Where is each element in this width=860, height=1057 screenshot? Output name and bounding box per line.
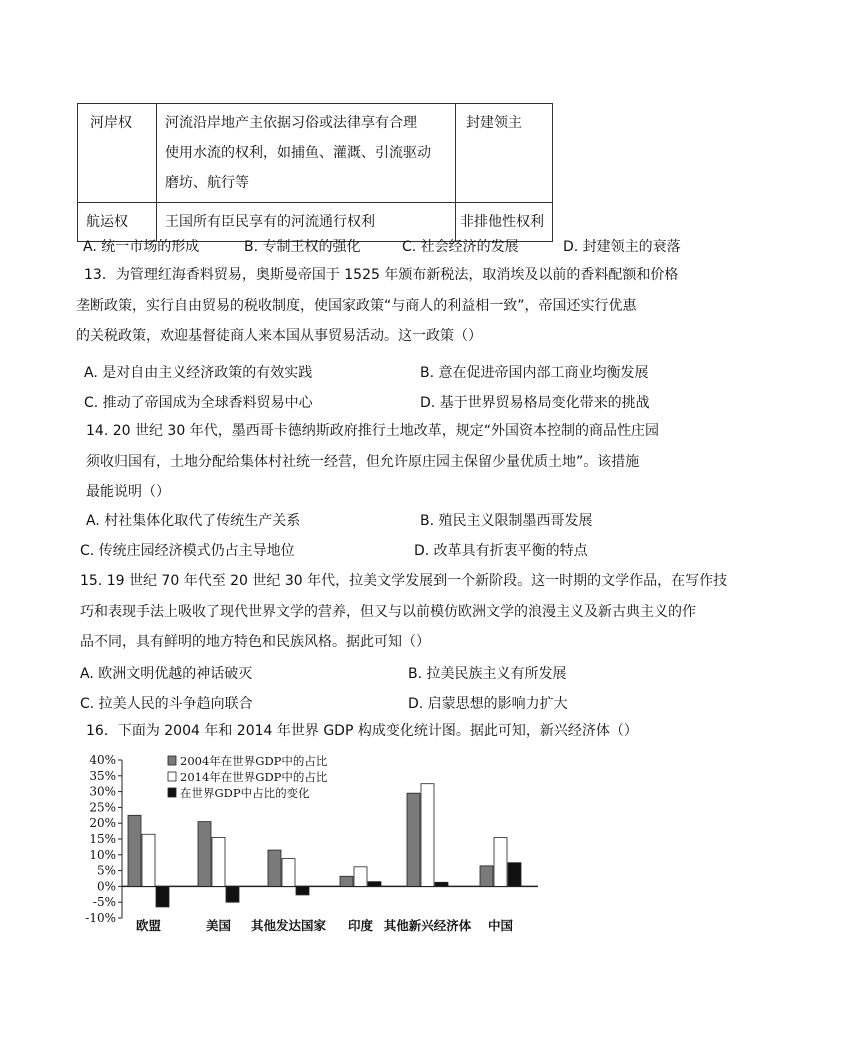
q12-option-d: D. 封建领主的衰落 [563,239,681,255]
legend-swatch [168,756,176,765]
q15-line: 15. 19 世纪 70 年代至 20 世纪 30 年代，拉美文学发展到一个新阶段。这一时期的文学作品，在写作技 [80,573,728,589]
bar [508,863,521,887]
y-tick-label: -5% [92,895,116,910]
legend-swatch [168,788,176,797]
bar [142,834,155,886]
q14-line: 须收归国有，土地分配给集体村社统一经营，但允许原庄园主保留少量优质土地”。该措施 [86,454,640,470]
y-tick-label: -10% [85,911,116,925]
q13-option-d: D. 基于世界贸易格局变化带来的挑战 [420,395,650,411]
q15-line: 品不同，具有鲜明的地方特色和民族风格。据此可知（） [80,634,430,650]
row-owner: 封建领主 [466,115,522,131]
bar [212,837,225,886]
bar [128,815,141,886]
y-tick-label: 25% [89,800,116,815]
q13-option-b: B. 意在促进帝国内部工商业均衡发展 [420,365,649,381]
bar [421,784,434,887]
y-tick-label: 5% [96,863,116,878]
q15-option-b: B. 拉美民族主义有所发展 [408,666,567,682]
row-content [157,104,455,202]
q12-option-b: B. 专制王权的强化 [244,239,361,255]
q14-option-b: B. 殖民主义限制墨西哥发展 [420,513,593,529]
x-tick-label: 美国 [205,918,232,933]
table-row [78,104,553,203]
table-cell-content [157,104,456,203]
q15-option-d: D. 启蒙思想的影响力扩大 [408,696,568,712]
bar [226,886,239,902]
q14-option-d: D. 改革具有折衷平衡的特点 [414,543,588,559]
bar [494,837,507,886]
y-tick-label: 20% [89,816,116,831]
bar [156,886,169,907]
q12-option-a: A. 统一市场的形成 [83,239,200,255]
bar [435,882,448,886]
y-tick-label: 30% [89,784,116,799]
q12-option-c: C. 社会经济的发展 [402,239,519,255]
bar [354,867,367,887]
q15-option-c: C. 拉美人民的斗争趋向联合 [80,696,253,712]
bar [268,850,281,886]
q15-line: 巧和表现手法上吸收了现代世界文学的营养，但又与以前模仿欧洲文学的浪漫主义及新古典主义的作 [80,604,696,620]
x-tick-label: 中国 [487,918,514,933]
bar [407,793,420,886]
q13-line: 的关税政策，欢迎基督徒商人来本国从事贸易活动。这一政策（） [76,328,482,344]
x-tick-label: 其他新兴经济体 [383,918,472,933]
y-tick-label: 35% [89,768,116,783]
row-content: 王国所有臣民享有的河流通行权利 [165,214,375,230]
table-cell-owner [456,104,553,203]
q14-option-a: A. 村社集体化取代了传统生产关系 [86,513,301,529]
row-name: 河岸权 [90,115,132,131]
legend-label: 在世界GDP中占比的变化 [180,786,310,800]
bar [296,886,309,895]
x-tick-label: 其他发达国家 [250,918,327,933]
y-tick-label: 10% [89,847,116,862]
legend-label: 2004年在世界GDP中的占比 [180,754,328,768]
legend-swatch [168,772,176,781]
q14-line: 最能说明（） [86,484,170,500]
rights-table [77,103,553,242]
content-line: 河流沿岸地产主依据习俗或法律享有合理 [165,115,417,131]
q14-line: 14. 20 世纪 30 年代，墨西哥卡德纳斯政府推行土地改革，规定“外国资本控制的商品性庄园 [86,423,659,439]
content-line: 磨坊、航行等 [165,175,249,191]
bar [282,859,295,887]
row-name: 航运权 [86,214,128,230]
bar [480,866,493,887]
q13-line: 13．为管理红海香料贸易，奥斯曼帝国于 1525 年颁布新税法，取消埃及以前的香料配额和价格 [84,267,679,283]
gdp-chart [80,752,550,937]
x-tick-label: 欧盟 [135,918,162,933]
q13-line: 垄断政策，实行自由贸易的税收制度，使国家政策“与商人的利益相一致”，帝国还实行优惠 [76,298,637,314]
legend-label: 2014年在世界GDP中的占比 [180,770,328,784]
x-tick-label: 印度 [347,918,374,933]
table-cell-name [78,104,157,203]
bar [198,822,211,887]
content-line: 使用水流的权利，如捕鱼、灌溉、引流驱动 [165,145,431,161]
q14-option-c: C. 传统庄园经济模式仍占主导地位 [80,543,295,559]
row-owner: 非排他性权利 [460,214,544,230]
q15-option-a: A. 欧洲文明优越的神话破灭 [80,666,253,682]
y-tick-label: 40% [89,753,116,767]
q16-line: 16．下面为 2004 年和 2014 年世界 GDP 构成变化统计图。据此可知，新兴经济体（） [86,723,638,739]
bar [340,876,353,886]
y-tick-label: 15% [89,832,116,846]
y-tick-label: 0% [96,879,116,894]
gdp-bar-chart [80,752,550,937]
q13-option-c: C. 推动了帝国成为全球香料贸易中心 [84,395,313,411]
bar [368,882,381,887]
q13-option-a: A. 是对自由主义经济政策的有效实践 [84,365,313,381]
